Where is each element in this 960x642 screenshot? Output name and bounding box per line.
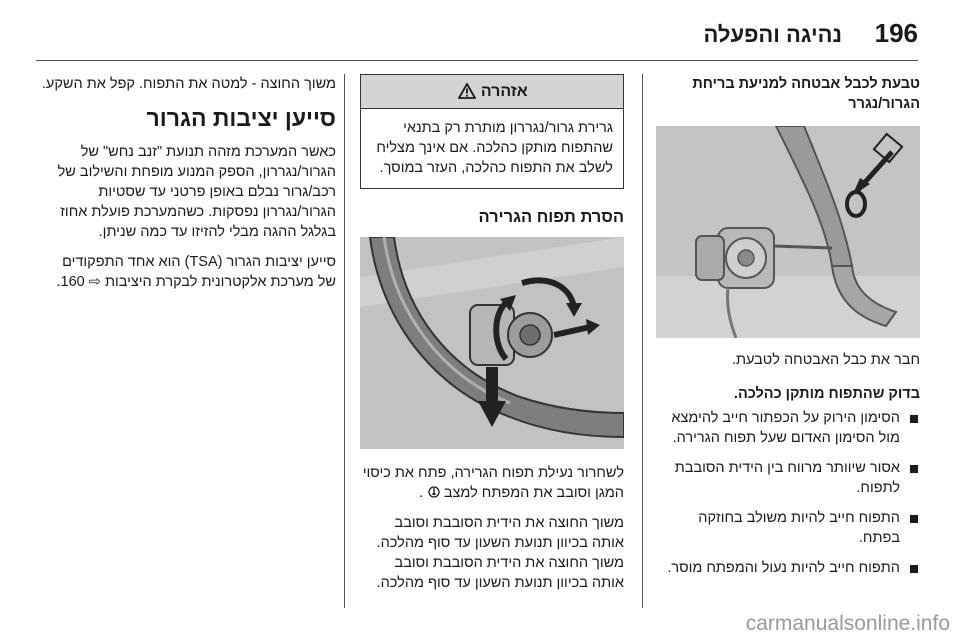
section-title: נהיגה והפעלה	[703, 22, 842, 47]
list-item: התפוח חייב להיות משולב בחוזקה בפתח.	[656, 508, 920, 548]
page-reference-link[interactable]: 160.	[56, 274, 85, 290]
removal-heading: הסרת תפוח הגרירה	[478, 208, 624, 226]
right-column	[656, 74, 920, 588]
page-reference-arrow: ⇨	[88, 274, 101, 290]
tow-ball-removal-illustration	[360, 237, 624, 449]
warning-box	[360, 74, 624, 189]
safety-cable-eyelet-photo	[656, 126, 920, 338]
unlock-instruction-text: לשחרור נעילת תפוח הגרירה, פתח את כיסוי המגן וסובב את המפתח למצב	[362, 465, 624, 501]
unlock-instruction	[360, 463, 624, 503]
unlock-instruction-end: .	[419, 485, 424, 501]
list-item: הסימון הירוק על הכפתור חייב להימצא מול הסימון האדום שעל תפוח הגרירה.	[656, 408, 920, 448]
tsa-description: כאשר המערכת מזהה תנועת "זנב נחש" של הגרור/נגררון, הספק המנוע מופחת והשילוב של רכב/גרור נבלם באופן פרטני עד שסטיות הגרור/נגררון נפסקות. כשהמערכת פועלת אחוז בגלגל ההגה מבלי להזיזו עד כמה שניתן.	[57, 144, 336, 240]
left-column	[40, 74, 336, 302]
turn-instruction: משוך החוצה את הידית הסובבת וסובב אותה בכיוון תנועת השעון עד סוף מהלכה. משוך החוצה את הידית הסובבת וסובב אותה בכיוון תנועת השעון עד סוף מהלכה.	[376, 515, 624, 591]
page-header	[0, 14, 960, 54]
warning-title: אזהרה	[480, 83, 528, 100]
page-number: 196	[874, 18, 918, 48]
list-item: התפוח חייב להיות נעול והמפתח מוסר.	[656, 558, 920, 578]
photo-caption: חבר את כבל האבטחה לטבעת.	[731, 352, 920, 368]
check-list	[656, 408, 920, 578]
key-position-icon	[423, 485, 440, 501]
tsa-reference-text: סייען יציבות הגרור (TSA) הוא אחד התפקודים של מערכת אלקטרונית לבקרת היציבות	[62, 254, 336, 290]
warning-header	[361, 75, 623, 109]
tow-ball-removal-photo	[360, 237, 624, 449]
check-heading: בדוק שהתפוח מותקן כהלכה.	[733, 386, 920, 402]
warning-body: גרירת גרור/נגררון מותרת רק בתנאי שהתפוח מותקן כהלכה. אם אינך מצליח לשלב את התפוח כהלכה, העזר במוסך.	[376, 120, 613, 176]
watermark: carmanualsonline.info	[745, 612, 950, 635]
list-item: אסור שיוותר מרווח בין הידית הסובבת לתפוח.	[656, 458, 920, 498]
tow-hitch-eyelet-illustration	[656, 126, 920, 338]
header-rule	[36, 60, 918, 61]
middle-column	[360, 74, 624, 603]
warning-triangle-icon	[458, 83, 476, 99]
column-divider-left	[344, 74, 345, 608]
pull-out-instruction: משוך החוצה - למטה את התפוח. קפל את השקע.	[41, 76, 336, 92]
column-divider-right	[642, 74, 643, 608]
tsa-reference	[40, 252, 336, 292]
trailer-stability-heading: סייען יציבות הגרור	[146, 105, 336, 131]
eyelet-title: טבעת לכבל אבטחה למניעת בריחת הגרור/נגרר	[692, 76, 920, 112]
